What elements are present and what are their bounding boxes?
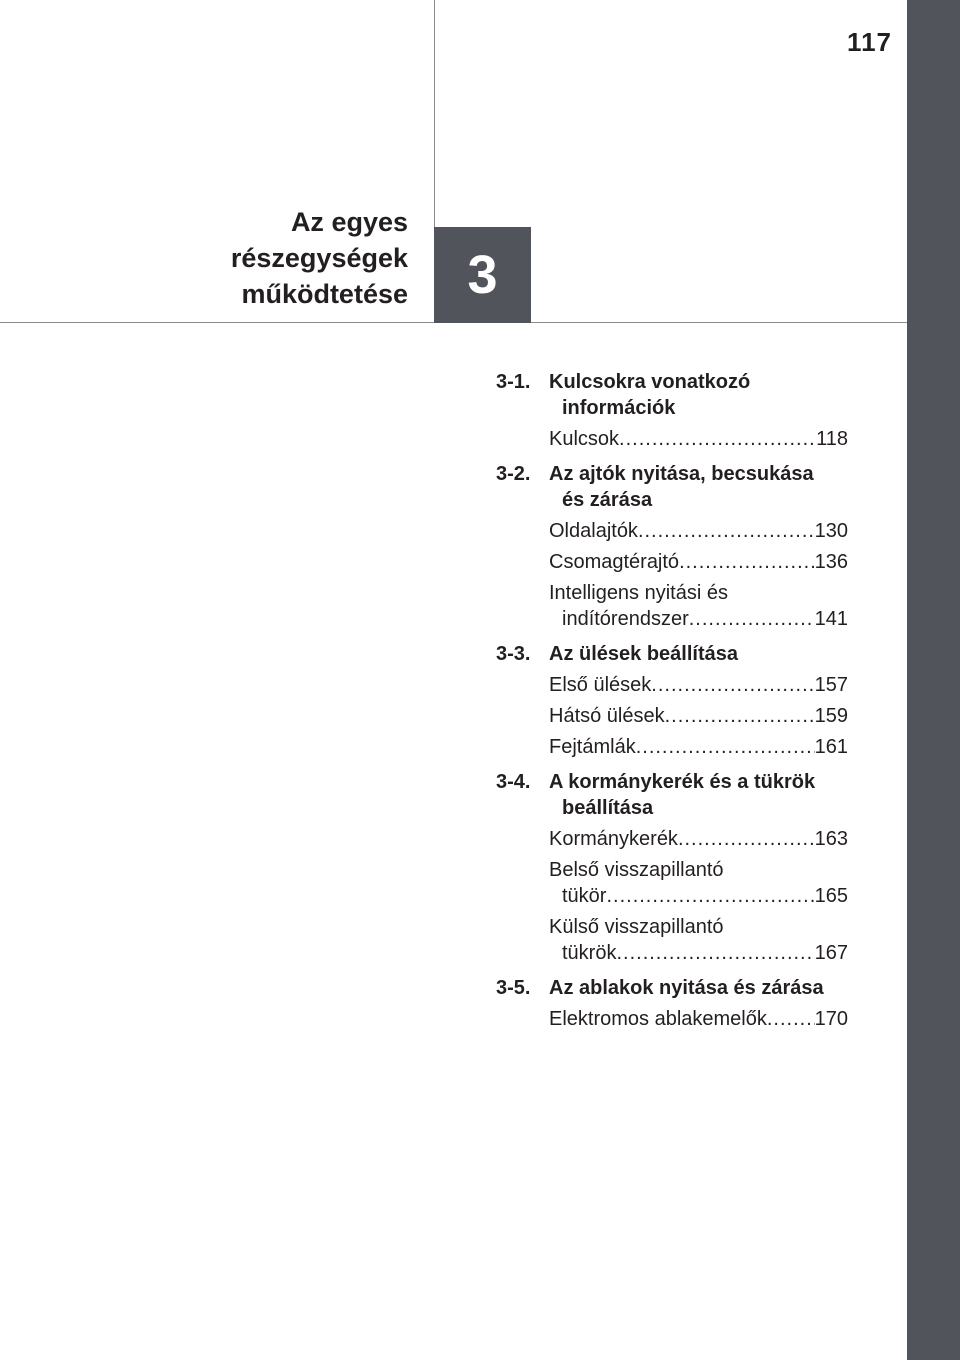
section-title-line: Az ajtók nyitása, becsukása: [549, 463, 814, 485]
section-title-line: és zárása: [562, 489, 653, 511]
toc-entry-link[interactable]: [496, 549, 848, 575]
dot-leader: [767, 1006, 815, 1032]
toc-entry-page: 159: [814, 705, 848, 727]
toc-entry-link[interactable]: [496, 826, 848, 852]
chapter-title: [108, 204, 408, 312]
section-number: 3-5.: [496, 977, 531, 999]
dot-leader: [678, 826, 815, 852]
toc-entry-label: Oldalajtók: [549, 520, 638, 542]
toc-entry-label: Hátsó ülések: [549, 705, 665, 727]
section-title-line: beállítása: [562, 797, 654, 819]
toc-entry-link[interactable]: [496, 914, 848, 966]
toc-entry-page: 136: [814, 551, 848, 573]
toc-entry-page: 118: [816, 428, 848, 450]
chapter-title-line: működtetése: [241, 279, 408, 309]
page-number: 117: [847, 27, 892, 57]
dot-leader: [636, 734, 815, 760]
toc-entry-link[interactable]: [496, 734, 848, 760]
toc-entry-label: Kulcsok: [549, 428, 620, 450]
toc-entry-label: Külső visszapillantó: [549, 916, 724, 938]
dot-leader: [689, 606, 815, 632]
section-title-line: információk: [562, 397, 676, 419]
vertical-rule: [434, 0, 435, 228]
toc-entry-label: Csomagtérajtó: [549, 551, 680, 573]
toc-entry-label: tükör: [562, 885, 607, 907]
toc-section: [496, 975, 848, 1001]
toc-entry-link[interactable]: [496, 426, 848, 452]
toc-entry-page: 130: [814, 520, 848, 542]
toc-entry-page: 170: [814, 1008, 848, 1030]
toc-section: [496, 369, 848, 421]
section-title: [549, 975, 848, 1001]
toc-entry-line: [549, 1006, 848, 1032]
section-title-line: A kormánykerék és a tükrök: [549, 771, 816, 793]
toc-entry-line: [549, 883, 848, 909]
toc-entry-line: [549, 703, 848, 729]
toc-entry-label: Első ülések: [549, 674, 652, 696]
toc-entry-page: 157: [814, 674, 848, 696]
toc-entry-label: Kormánykerék: [549, 828, 678, 850]
toc-entry-line: [549, 734, 848, 760]
section-number: 3-3.: [496, 643, 531, 665]
dot-leader: [616, 940, 814, 966]
toc-entry-line: [549, 672, 848, 698]
toc-entry-line: [549, 580, 848, 606]
toc-section: [496, 769, 848, 821]
dot-leader: [665, 703, 815, 729]
section-number: 3-1.: [496, 371, 531, 393]
toc-entry-page: 167: [814, 942, 848, 964]
toc-entry-line: [549, 518, 848, 544]
section-title-line: Az ülések beállítása: [549, 643, 738, 665]
toc-section: [496, 641, 848, 667]
toc-entry-link[interactable]: [496, 580, 848, 632]
toc-entry-line: [549, 857, 848, 883]
section-number: 3-4.: [496, 771, 531, 793]
section-title: [549, 369, 848, 421]
section-title: [549, 641, 848, 667]
toc-entry-link[interactable]: [496, 518, 848, 544]
toc-entry-page: 141: [814, 608, 848, 630]
toc-entry-label: tükrök: [562, 942, 617, 964]
toc-entry-label: Intelligens nyitási és: [549, 582, 728, 604]
toc-entry-page: 161: [814, 736, 848, 758]
toc-entry-link[interactable]: [496, 703, 848, 729]
side-tab-bar: [907, 0, 960, 1360]
toc-entry-line: [549, 606, 848, 632]
table-of-contents: [496, 369, 848, 1032]
watermark: carmanualsonline.info: [588, 1318, 803, 1343]
toc-entry-link[interactable]: [496, 857, 848, 909]
toc-entry-link[interactable]: [496, 1006, 848, 1032]
section-number: 3-2.: [496, 463, 531, 485]
toc-entry-label: Elektromos ablakemelők: [549, 1008, 767, 1030]
toc-entry-line: [549, 426, 848, 452]
dot-leader: [619, 426, 816, 452]
toc-entry-label: Belső visszapillantó: [549, 859, 724, 881]
toc-entry-label: indítórendszer: [562, 608, 689, 630]
dot-leader: [638, 518, 815, 544]
section-title: [549, 769, 848, 821]
toc-entry-line: [549, 826, 848, 852]
toc-entry-line: [549, 914, 848, 940]
toc-entry-page: 165: [814, 885, 848, 907]
section-title-line: Kulcsokra vonatkozó: [549, 371, 751, 393]
toc-entry-label: Fejtámlák: [549, 736, 636, 758]
section-title: [549, 461, 848, 513]
toc-entry-link[interactable]: [496, 672, 848, 698]
toc-entry-line: [549, 549, 848, 575]
chapter-title-line: részegységek: [230, 243, 408, 273]
toc-section: [496, 461, 848, 513]
chapter-title-line: Az egyes: [290, 207, 408, 237]
chapter-number-box: 3: [434, 227, 531, 323]
toc-entry-page: 163: [814, 828, 848, 850]
dot-leader: [679, 549, 815, 575]
section-title-line: Az ablakok nyitása és zárása: [549, 977, 824, 999]
dot-leader: [651, 672, 814, 698]
toc-entry-line: [549, 940, 848, 966]
dot-leader: [606, 883, 814, 909]
